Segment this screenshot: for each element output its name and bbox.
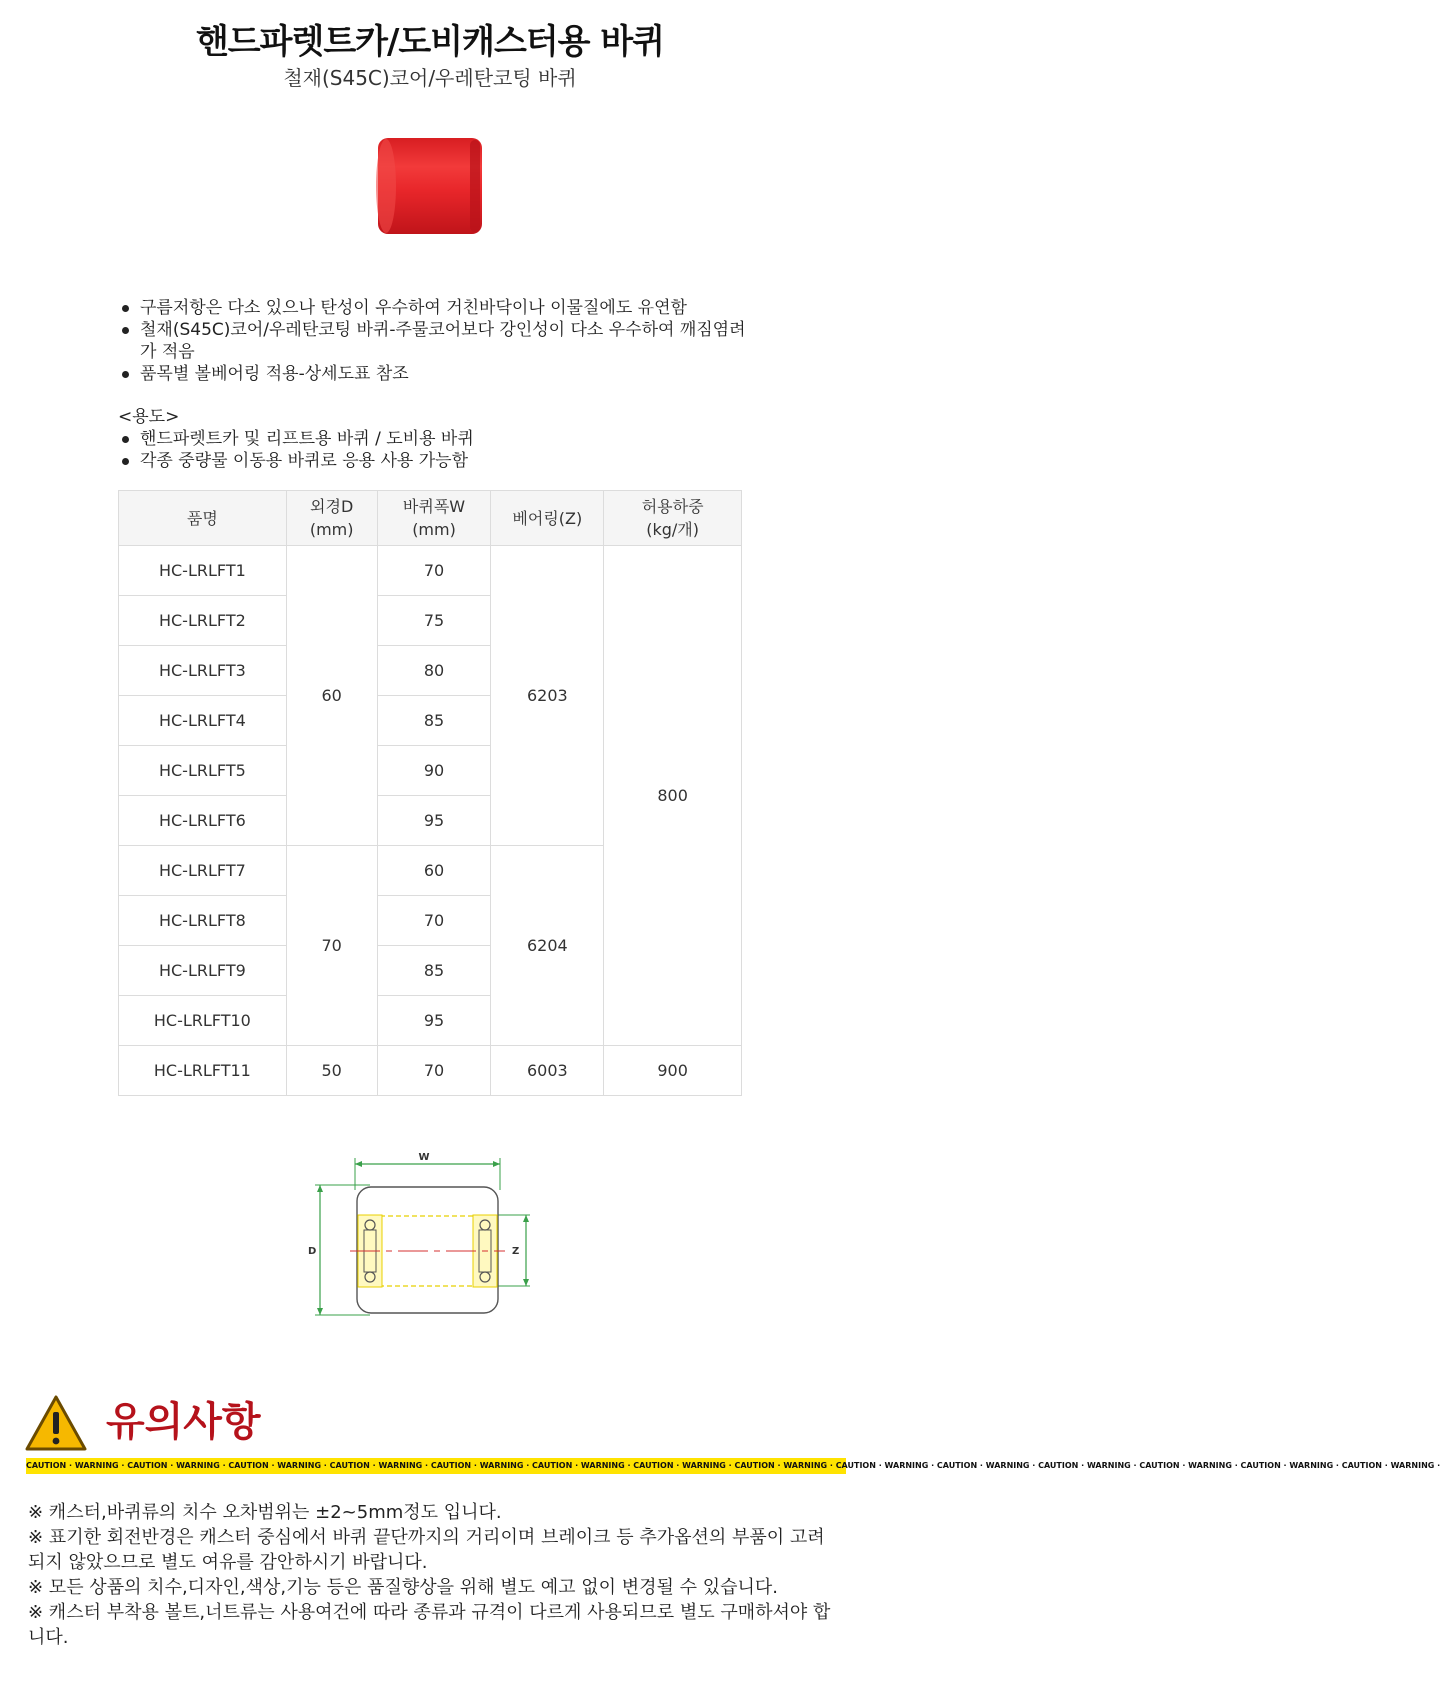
- warning-triangle-icon: [24, 1394, 88, 1452]
- cell-name: HC-LRLFT8: [119, 896, 287, 946]
- caution-tape: CAUTION · WARNING · CAUTION · WARNING · CAUTION · WARNING · CAUTION · WARNING · CAUTION · WARNING · CAUTION · WARNING · CAUTION · WARNING · CAUTION · WARNING · CAUTION · WARNING · CAUTION · WARNING · CAUTION · WARNING · CAUTION · WARNING · CAUTION · WARNING · CAUTION · WARNING ·: [26, 1458, 846, 1474]
- cell-width: 95: [377, 996, 491, 1046]
- header-bearing: 베어링(Z): [491, 491, 604, 546]
- cell-name: HC-LRLFT9: [119, 946, 287, 996]
- label-z: Z: [512, 1246, 520, 1257]
- caution-notes: [28, 1500, 838, 1650]
- cell-diameter: 50: [286, 1046, 377, 1096]
- cell-name: HC-LRLFT11: [119, 1046, 287, 1096]
- wheel-product-image: [374, 136, 486, 236]
- usage-item: 핸드파렛트카 및 리프트용 바퀴 / 도비용 바퀴: [118, 428, 758, 450]
- table-row: [119, 546, 742, 596]
- table-row: [119, 1046, 742, 1096]
- cell-name: HC-LRLFT1: [119, 546, 287, 596]
- caution-title: 유의사항: [106, 1399, 261, 1445]
- usage-item: 각종 중량물 이동용 바퀴로 응용 사용 가능함: [118, 450, 758, 472]
- cell-name: HC-LRLFT7: [119, 846, 287, 896]
- feature-list: [118, 297, 758, 472]
- cell-name: HC-LRLFT3: [119, 646, 287, 696]
- cell-bearing: 6203: [491, 546, 604, 846]
- cell-load: 900: [604, 1046, 742, 1096]
- header-diameter: 외경D (mm): [286, 491, 377, 546]
- cell-diameter: 60: [286, 546, 377, 846]
- cell-name: HC-LRLFT5: [119, 746, 287, 796]
- feature-item: 품목별 볼베어링 적용-상세도표 참조: [118, 363, 758, 385]
- cell-load: 800: [604, 546, 742, 1046]
- cell-width: 95: [377, 796, 491, 846]
- cell-width: 70: [377, 1046, 491, 1096]
- cell-width: 75: [377, 596, 491, 646]
- wheel-dimension-diagram: [300, 1150, 550, 1335]
- cell-width: 85: [377, 946, 491, 996]
- cell-name: HC-LRLFT10: [119, 996, 287, 1046]
- usage-heading: <용도>: [118, 407, 180, 427]
- cell-width: 60: [377, 846, 491, 896]
- note-item: ※ 캐스터,바퀴류의 치수 오차범위는 ±2~5mm정도 입니다.: [28, 1502, 502, 1523]
- page-title: 핸드파렛트카/도비캐스터용 바퀴: [195, 22, 665, 62]
- cell-name: HC-LRLFT4: [119, 696, 287, 746]
- header-name: 품명: [119, 491, 287, 546]
- page-subtitle: 철재(S45C)코어/우레탄코팅 바퀴: [283, 66, 577, 90]
- cell-name: HC-LRLFT6: [119, 796, 287, 846]
- cell-width: 80: [377, 646, 491, 696]
- spec-table: [118, 490, 742, 1096]
- note-item: ※ 캐스터 부착용 볼트,너트류는 사용여건에 따라 종류과 규격이 다르게 사용되므로 별도 구매하셔야 합니다.: [28, 1602, 831, 1648]
- table-header-row: [119, 491, 742, 546]
- cell-bearing: 6003: [491, 1046, 604, 1096]
- cell-width: 85: [377, 696, 491, 746]
- cell-diameter: 70: [286, 846, 377, 1046]
- note-item: ※ 모든 상품의 치수,디자인,색상,기능 등은 품질향상을 위해 별도 예고 없이 변경될 수 있습니다.: [28, 1577, 778, 1598]
- header-load: 허용하중 (kg/개): [604, 491, 742, 546]
- label-w: W: [418, 1152, 430, 1163]
- cell-bearing: 6204: [491, 846, 604, 1046]
- header-width: 바퀴폭W (mm): [377, 491, 491, 546]
- cell-name: HC-LRLFT2: [119, 596, 287, 646]
- label-d: D: [308, 1246, 317, 1257]
- cell-width: 70: [377, 896, 491, 946]
- cell-width: 70: [377, 546, 491, 596]
- feature-item: 철재(S45C)코어/우레탄코팅 바퀴-주물코어보다 강인성이 다소 우수하여 깨짐염려가 적음: [118, 319, 758, 363]
- note-item: ※ 표기한 회전반경은 캐스터 중심에서 바퀴 끝단까지의 거리이며 브레이크 등 추가옵션의 부품이 고려되지 않았으므로 별도 여유를 감안하시기 바랍니다.: [28, 1527, 825, 1573]
- feature-item: 구름저항은 다소 있으나 탄성이 우수하여 거친바닥이나 이물질에도 유연함: [118, 297, 758, 319]
- cell-width: 90: [377, 746, 491, 796]
